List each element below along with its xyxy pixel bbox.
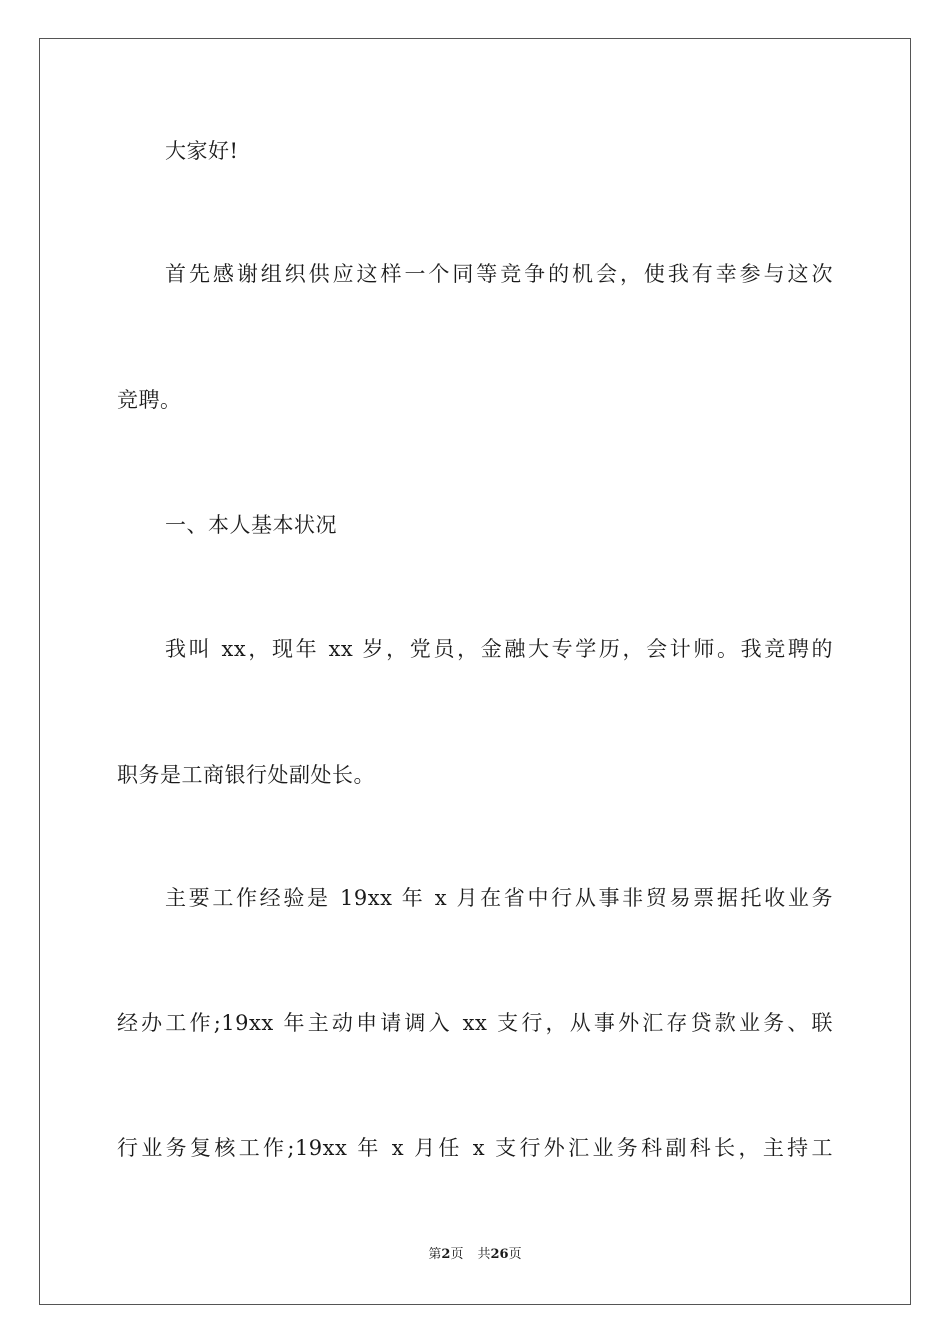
paragraph-line: 主要工作经验是 19xx 年 x 月在省中行从事非贸易票据托收业务	[165, 886, 833, 910]
page-current: 2	[441, 1247, 451, 1262]
greeting-line: 大家好!	[165, 139, 239, 163]
page-suffix: 页	[450, 1247, 464, 1262]
total-prefix: 共	[477, 1247, 491, 1262]
page-total: 26	[490, 1247, 509, 1262]
paragraph-line: 首先感谢组织供应这样一个同等竞争的机会，使我有幸参与这次	[165, 262, 833, 286]
paragraph-line: 经办工作;19xx 年主动申请调入 xx 支行，从事外汇存贷款业务、联	[117, 1011, 833, 1035]
page-prefix: 第	[428, 1247, 442, 1262]
section-heading: 一、本人基本状况	[165, 513, 337, 537]
paragraph-line: 我叫 xx，现年 xx 岁，党员，金融大专学历，会计师。我竞聘的	[165, 637, 833, 661]
paragraph-line: 竞聘。	[117, 388, 182, 412]
paragraph-line: 职务是工商银行处副处长。	[117, 763, 375, 787]
total-suffix: 页	[508, 1247, 522, 1262]
paragraph-line: 行业务复核工作;19xx 年 x 月任 x 支行外汇业务科副科长，主持工	[117, 1136, 833, 1160]
page-footer	[0, 1246, 950, 1264]
page-border	[39, 38, 911, 1305]
